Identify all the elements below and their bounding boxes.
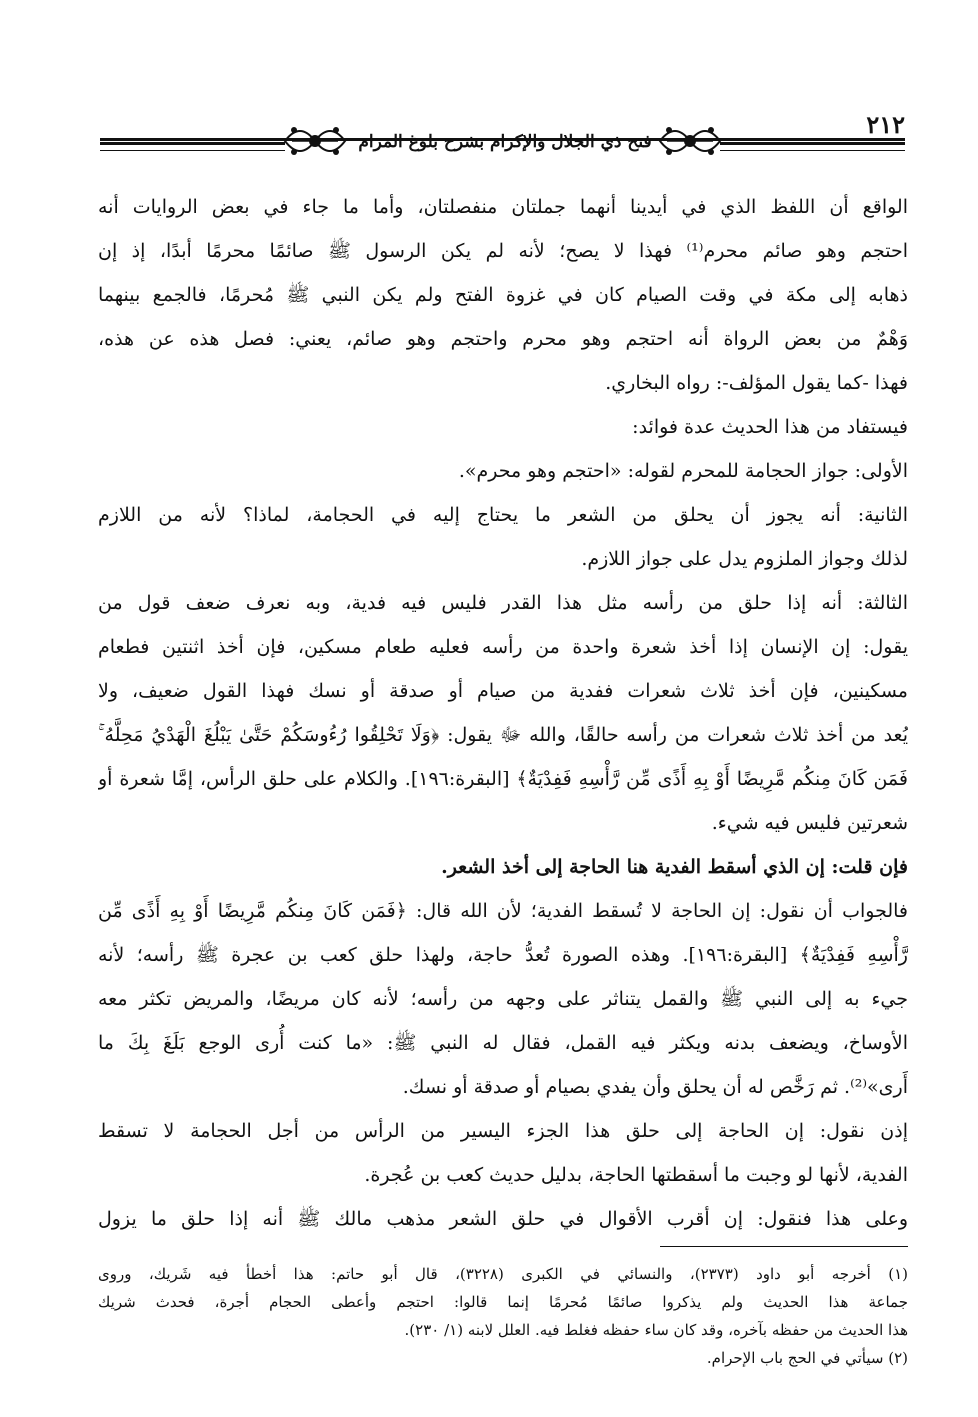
footnotes bbox=[98, 1260, 908, 1372]
header-rule-right-mid bbox=[720, 142, 905, 145]
text-line: رَّأْسِهِ فَفِدْيَةٌ﴾ [البقرة:١٩٦]. وهذه الصورة تُعدُّ حاجة، ولهذا حلق كعب بن عجرة ﷺ رأسه؛ لأنه bbox=[98, 944, 908, 966]
header-rule-left-top bbox=[100, 142, 285, 145]
page-number: ٢١٢ bbox=[866, 110, 905, 139]
text-line: شعرتين فليس فيه شيء. bbox=[711, 812, 908, 834]
text-line: الثالثة: أنه إذا حلق من رأسه مثل هذا القدر فليس فيه فدية، وبه نعرف ضعف قول من bbox=[98, 592, 908, 614]
text-line: الفدية، لأنها لو وجبت ما أسقطتها الحاجة، بدليل حديث كعب بن عُجرة. bbox=[364, 1164, 908, 1186]
text-line: فإن قلت: إن الذي أسقط الفدية هنا الحاجة إلى أخذ الشعر. bbox=[441, 856, 908, 878]
running-title: فتح ذي الجلال والإكرام بشرح بلوغ المرام bbox=[358, 132, 652, 152]
header-rule-right-bottom bbox=[720, 150, 905, 151]
text-line: وَهْمٌ من بعض الرواة أنه احتجم وهو محرم واحتجم وهو صائم، يعني: فصل هذه عن هذه، bbox=[98, 328, 908, 350]
text-line: مسكينين، فإن أخذ ثلاث شعرات ففدية من صيام أو صدقة أو نسك فهذا القول ضعيف، ولا bbox=[98, 680, 908, 702]
text-line: فالجواب أن نقول: إن الحاجة لا تُسقط الفدية؛ لأن الله قال: ﴿فَمَن كَانَ مِنكُم مَّرِيضًا أَوْ بِهِ أَذًى مِّن bbox=[98, 900, 908, 922]
text-line: فهذا -كما يقول المؤلف-: رواه البخاري. bbox=[605, 372, 908, 394]
text-line: فيستفاد من هذا الحديث عدة فوائد: bbox=[632, 416, 908, 438]
text-line: يُعد من أخذ ثلاث شعرات من رأسه حالقًا، والله ﷻ يقول: ﴿وَلَا تَحْلِقُوا رُءُوسَكُمْ حَتَّىٰ يَبْلُغَ الْهَدْيُ مَحِلَّهُ ۚ bbox=[98, 724, 908, 746]
text-line: الأوساخ، ويضعف بدنه ويكثر فيه القمل، فقال له النبي ﷺ: «ما كنت أُرى الوجع بَلَغَ بِكَ ما bbox=[98, 1032, 908, 1054]
text-line: الواقع أن اللفظ الذي في أيدينا أنهما جملتان منفصلتان، وأما ما جاء في بعض الروايات أنه bbox=[98, 196, 908, 218]
text-line: إذن نقول: إن الحاجة إلى حلق هذا الجزء اليسير من الرأس من أجل الحجامة لا تسقط bbox=[98, 1120, 908, 1142]
text-line: احتجم وهو صائم محرم⁽¹⁾ فهذا لا يصح؛ لأنه لم يكن الرسول ﷺ صائمًا محرمًا أبدًا، إذ إن bbox=[98, 240, 908, 262]
header-rule-left-bottom bbox=[100, 150, 285, 151]
footnote-line: جماعة هذا الحديث ولم يذكروا صائمًا مُحرمًا إنما قالوا: احتجم وأعطى الحجام أجرة، فحدث شريك bbox=[98, 1293, 908, 1311]
footnote-line: (١) أخرجه أبو داود (٢٣٧٣)، والنسائي في الكبرى (٣٢٢٨)، قال أبو حاتم: هذا أخطأ فيه شَريك، وروى bbox=[98, 1265, 908, 1283]
text-line: فَمَن كَانَ مِنكُم مَّرِيضًا أَوْ بِهِ أَذًى مِّن رَّأْسِهِ فَفِدْيَةٌ﴾ [البقرة:١٩٦]. والكلام على حلق الرأس، إمَّا شعرة أو bbox=[98, 768, 908, 790]
text-line: أَرى»⁽²⁾. ثم رَخَّص له أن يحلق وأن يفدي بصيام أو صدقة أو نسك. bbox=[402, 1076, 908, 1098]
text-line: ذهابه إلى مكة في وقت الصيام كان في غزوة الفتح ولم يكن النبي ﷺ مُحرمًا، فالجمع بينهما bbox=[98, 284, 908, 306]
text-line: وعلى هذا فنقول: إن أقرب الأقوال في حلق الشعر مذهب مالك ﷺ أنه إذا حلق ما يزول bbox=[98, 1208, 908, 1230]
footnote-separator bbox=[660, 1246, 908, 1247]
footnote-line: (٢) سيأتي في الحج باب الإحرام. bbox=[706, 1349, 908, 1367]
text-line: جيء به إلى النبي ﷺ والقمل يتناثر على وجهه من رأسه؛ لأنه كان مريضًا، والمريض تكثر معه bbox=[98, 988, 908, 1010]
text-line: الثانية: أنه يجوز أن يحلق من الشعر ما يحتاج إليه في الحجامة، لماذا؟ لأنه من اللازم bbox=[98, 504, 908, 526]
text-line: لذلك وجواز الملزوم يدل على جواز اللازم. bbox=[581, 548, 908, 570]
text-line: يقول: إن الإنسان إذا أخذ شعرة واحدة من رأسه فعليه طعام مسكين، فإن أخذ اثنتين فطعام bbox=[98, 636, 908, 658]
footnote-line: هذا الحديث من حفظه بآخره، وقد كان ساء حفظه فغلط فيه. العلل لابنه (١/ ٢٣٠). bbox=[404, 1321, 908, 1339]
text-line: الأولى: جواز الحجامة للمحرم لقوله: «احتجم وهو محرم». bbox=[458, 460, 908, 482]
page-header bbox=[100, 108, 905, 178]
right-ornament-icon bbox=[655, 116, 725, 166]
main-text bbox=[98, 185, 908, 1241]
